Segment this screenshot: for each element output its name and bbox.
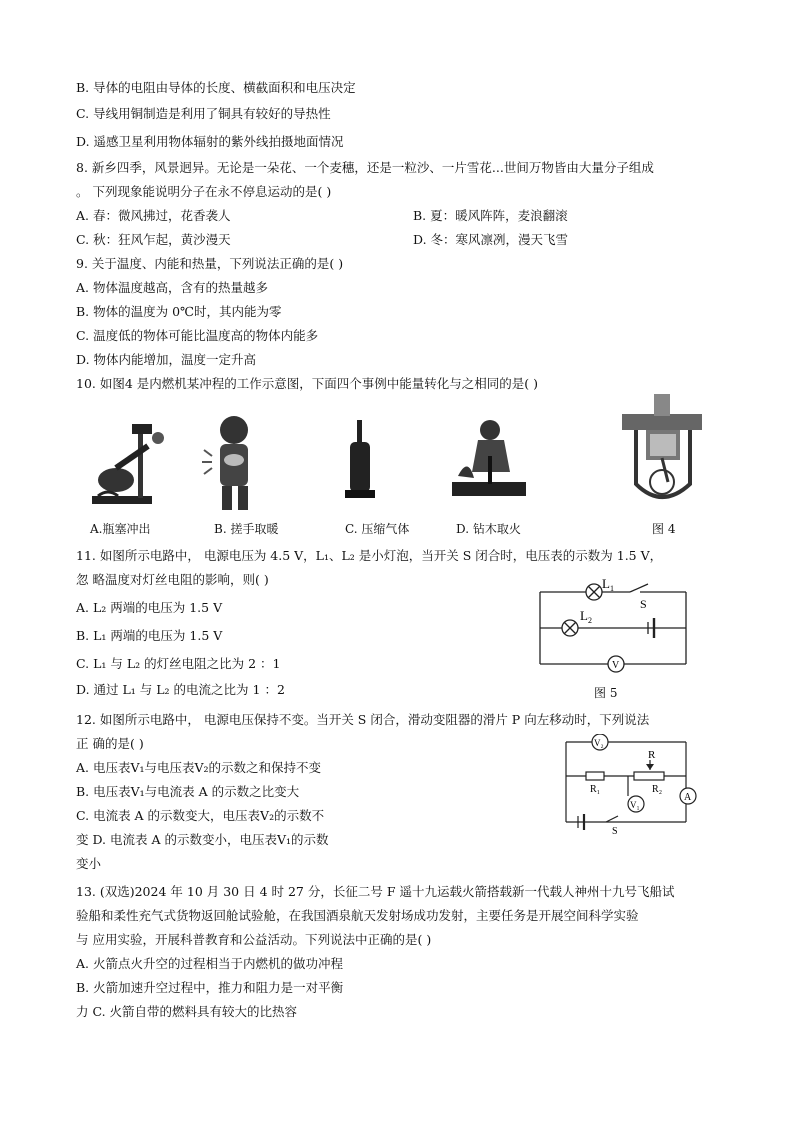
question-8-stem-2: 。 下列现象能说明分子在永不停息运动的是( ) [76, 184, 332, 199]
q8-option-a: A. 春：微风拂过，花香袭人 [76, 208, 231, 223]
q12-option-b: B. 电压表V₁与电流表 A 的示数之比变大 [76, 784, 300, 799]
q8-option-d: D. 冬：寒风凛冽，漫天飞雪 [413, 232, 569, 247]
circuit12-v1-label: V₁ [630, 800, 640, 810]
circuit12-ammeter-label: A [684, 792, 692, 803]
q11-option-c: C. L₁ 与 L₂ 的灯丝电阻之比为 2 ：1 [76, 656, 281, 671]
caption-b: B. 搓手取暖 [214, 522, 279, 536]
q13-option-b: B. 火箭加速升空过程中，推力和阻力是一对平衡 [76, 980, 344, 995]
circuit5-voltmeter-label: V [612, 660, 620, 671]
q12-option-d: 变 D. 电流表 A 的示数变小，电压表V₁的示数 [76, 832, 329, 847]
q11-option-d: D. 通过 L₁ 与 L₂ 的电流之比为 1 ：2 [76, 682, 285, 697]
circuit-figure-12 [556, 734, 716, 838]
question-8-stem: 8. 新乡四季，风景迥异。无论是一朵花、一个麦穗，还是一粒沙、一片雪花...世间万物皆由大量分子组成 [76, 160, 654, 175]
drill-wood-fire-figure [448, 416, 528, 502]
circuit12-r2-label: R₂ [652, 784, 663, 795]
q13-option-a: A. 火箭点火升空的过程相当于内燃机的做功冲程 [76, 956, 343, 971]
question-12-stem-2: 正 确的是( ) [76, 736, 144, 751]
q11-option-b: B. L₁ 两端的电压为 1.5 V [76, 628, 223, 643]
q9-option-c: C. 温度低的物体可能比温度高的物体内能多 [76, 328, 319, 343]
q12-option-a: A. 电压表V₁与电压表V₂的示数之和保持不变 [76, 760, 322, 775]
option-8-prev-d: D. 遥感卫星利用物体辐射的紫外线拍摄地面情况 [76, 134, 344, 149]
option-8-prev-b: B. 导体的电阻由导体的长度、横截面积和电压决定 [76, 80, 356, 95]
q12-option-d-2: 变小 [76, 856, 102, 871]
question-9-stem: 9. 关于温度、内能和热量，下列说法正确的是( ) [76, 256, 344, 271]
question-13-stem-3: 与 应用实验，开展科普教育和公益活动。下列说法中正确的是( ) [76, 932, 432, 947]
circuit12-r1-label: R₁ [590, 784, 601, 795]
question-11-stem: 11. 如图所示电路中， 电源电压为 4.5 V，L₁、L₂ 是小灯泡，当开关 S 闭合时，电压表的示数为 1.5 V， [76, 548, 663, 563]
option-8-prev-c: C. 导线用铜制造是利用了铜具有较好的导热性 [76, 106, 331, 121]
caption-d: D. 钻木取火 [456, 522, 521, 536]
circuit12-v2-label: V₂ [594, 738, 604, 748]
caption-fig5: 图 5 [594, 686, 618, 700]
compress-gas-figure [340, 418, 380, 502]
circuit5-switch-label: S [640, 597, 647, 611]
circuit12-r-label: R [648, 749, 656, 761]
q9-option-a: A. 物体温度越高，含有的热量越多 [76, 280, 268, 295]
question-10-stem: 10. 如图4 是内燃机某冲程的工作示意图，下面四个事例中能量转化与之相同的是( ) [76, 376, 539, 391]
q11-option-a: A. L₂ 两端的电压为 1.5 V [76, 600, 223, 615]
circuit12-switch-label: S [612, 826, 618, 837]
rubbing-hands-figure [196, 410, 266, 514]
q8-option-b: B. 夏：暖风阵阵，麦浪翻滚 [413, 208, 568, 223]
circuit5-l1-label: $L_1$ [602, 576, 614, 593]
question-11-stem-2: 忽 略温度对灯丝电阻的影响，则( ) [76, 572, 269, 587]
q13-option-c: 力 C. 火箭自带的燃料具有较大的比热容 [76, 1004, 298, 1019]
question-13-stem: 13. (双选)2024 年 10 月 30 日 4 时 27 分，长征二号 F 遥十九运载火箭搭载新一代载人神州十九号飞船试 [76, 884, 675, 899]
bottle-cork-figure [88, 418, 178, 510]
q12-option-c: C. 电流表 A 的示数变大，电压表V₂的示数不 [76, 808, 325, 823]
q9-option-b: B. 物体的温度为 0℃时，其内能为零 [76, 304, 282, 319]
question-13-stem-2: 验船和柔性充气式货物返回舱试验舱，在我国酒泉航天发射场成功发射，主要任务是开展空间科学实验 [76, 908, 639, 923]
caption-a: A.瓶塞冲出 [90, 522, 151, 536]
circuit-figure-5 [536, 576, 696, 676]
q8-option-c: C. 秋：狂风乍起，黄沙漫天 [76, 232, 231, 247]
engine-cylinder-figure [620, 390, 706, 512]
q9-option-d: D. 物体内能增加，温度一定升高 [76, 352, 257, 367]
caption-fig4: 图 4 [652, 522, 676, 536]
caption-c: C. 压缩气体 [345, 522, 410, 536]
question-12-stem: 12. 如图所示电路中， 电源电压保持不变。当开关 S 闭合，滑动变阻器的滑片 P 向左移动时，下列说法 [76, 712, 650, 727]
circuit5-l2-label: $L_2$ [580, 608, 592, 625]
